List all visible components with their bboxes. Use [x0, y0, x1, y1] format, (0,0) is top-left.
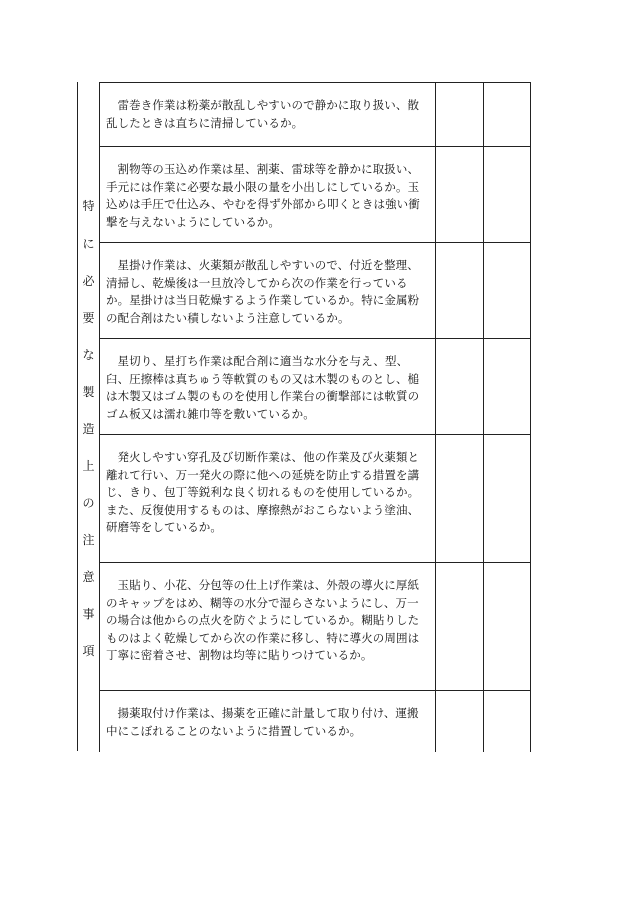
item-text: 玉貼り、小花、分包等の仕上げ作業は、外殻の導火に厚紙のキャップをはめ、糊等の水分で湿らさないようにし、万一の場合は他からの点火を防ぐようにしているか。糊貼りしたものはよく乾燥してから次の作業に移し、特に導火の周囲は丁寧に密着させ、割物は均等に貼りつけているか。: [100, 563, 436, 691]
check-column-1[interactable]: [436, 435, 484, 563]
check-column-2[interactable]: [484, 435, 531, 563]
item-text: 割物等の玉込め作業は星、割薬、雷球等を静かに取扱い、手元には作業に必要な最小限の量を小出しにしているか。玉込めは手圧で仕込み、やむを得ず外部から叩くときは強い衝撃を与えないようにしているか。: [100, 147, 436, 243]
table-row: [100, 147, 531, 243]
check-column-1[interactable]: [436, 563, 484, 691]
check-column-1[interactable]: [436, 691, 484, 752]
category-char: 項: [82, 644, 95, 658]
check-column-2[interactable]: [484, 83, 531, 147]
category-char: 要: [82, 311, 95, 325]
table-row: [100, 691, 531, 752]
check-column-1[interactable]: [436, 147, 484, 243]
check-column-2[interactable]: [484, 243, 531, 339]
category-char: 造: [82, 422, 95, 436]
check-column-2[interactable]: [484, 691, 531, 752]
table-row: [100, 563, 531, 691]
table-row: [100, 339, 531, 435]
category-char: 必: [82, 274, 95, 288]
item-text: 揚薬取付け作業は、揚薬を正確に計量して取り付け、運搬中にこぼれることのないように措置しているか。: [100, 691, 436, 752]
category-char: 上: [82, 459, 95, 473]
category-char: に: [82, 237, 95, 251]
check-column-2[interactable]: [484, 563, 531, 691]
check-column-2[interactable]: [484, 339, 531, 435]
check-column-2[interactable]: [484, 147, 531, 243]
item-text: 星掛け作業は、火薬類が散乱しやすいので、付近を整理、清掃し、乾燥後は一旦放冷してから次の作業を行っているか。星掛けは当日乾燥するよう作業しているか。特に金属粉の配合剤はたい積しないよう注意しているか。: [100, 243, 436, 339]
check-column-1[interactable]: [436, 339, 484, 435]
category-char: の: [82, 496, 95, 510]
category-char: な: [82, 348, 95, 362]
table-row: [100, 435, 531, 563]
check-column-1[interactable]: [436, 83, 484, 147]
table-row: [100, 243, 531, 339]
check-column-1[interactable]: [436, 243, 484, 339]
checklist-table: [99, 82, 531, 752]
table-row: [100, 83, 531, 147]
category-label-vertical: [78, 82, 99, 751]
item-text: 星切り、星打ち作業は配合剤に適当な水分を与え、型、臼、圧擦棒は真ちゅう等軟質のもの又は木製のものとし、槌は木製又はゴム製のものを使用し作業台の衝撃部には軟質のゴム板又は濡れ雑巾等を敷いているか。: [100, 339, 436, 435]
item-text: 雷巻き作業は粉薬が散乱しやすいので静かに取り扱い、散乱したときは直ちに清掃しているか。: [100, 83, 436, 147]
category-char: 意: [82, 570, 95, 584]
category-char: 注: [82, 533, 95, 547]
category-char: 製: [82, 385, 95, 399]
category-char: 事: [82, 607, 95, 621]
category-char: 特: [82, 199, 95, 213]
item-text: 発火しやすい穿孔及び切断作業は、他の作業及び火薬類と離れて行い、万一発火の際に他への延焼を防止する措置を講じ、きり、包丁等鋭利な良く切れるものを使用しているか。また、反復使用するものは、摩擦熱がおこらないよう塗油、研磨等をしているか。: [100, 435, 436, 563]
